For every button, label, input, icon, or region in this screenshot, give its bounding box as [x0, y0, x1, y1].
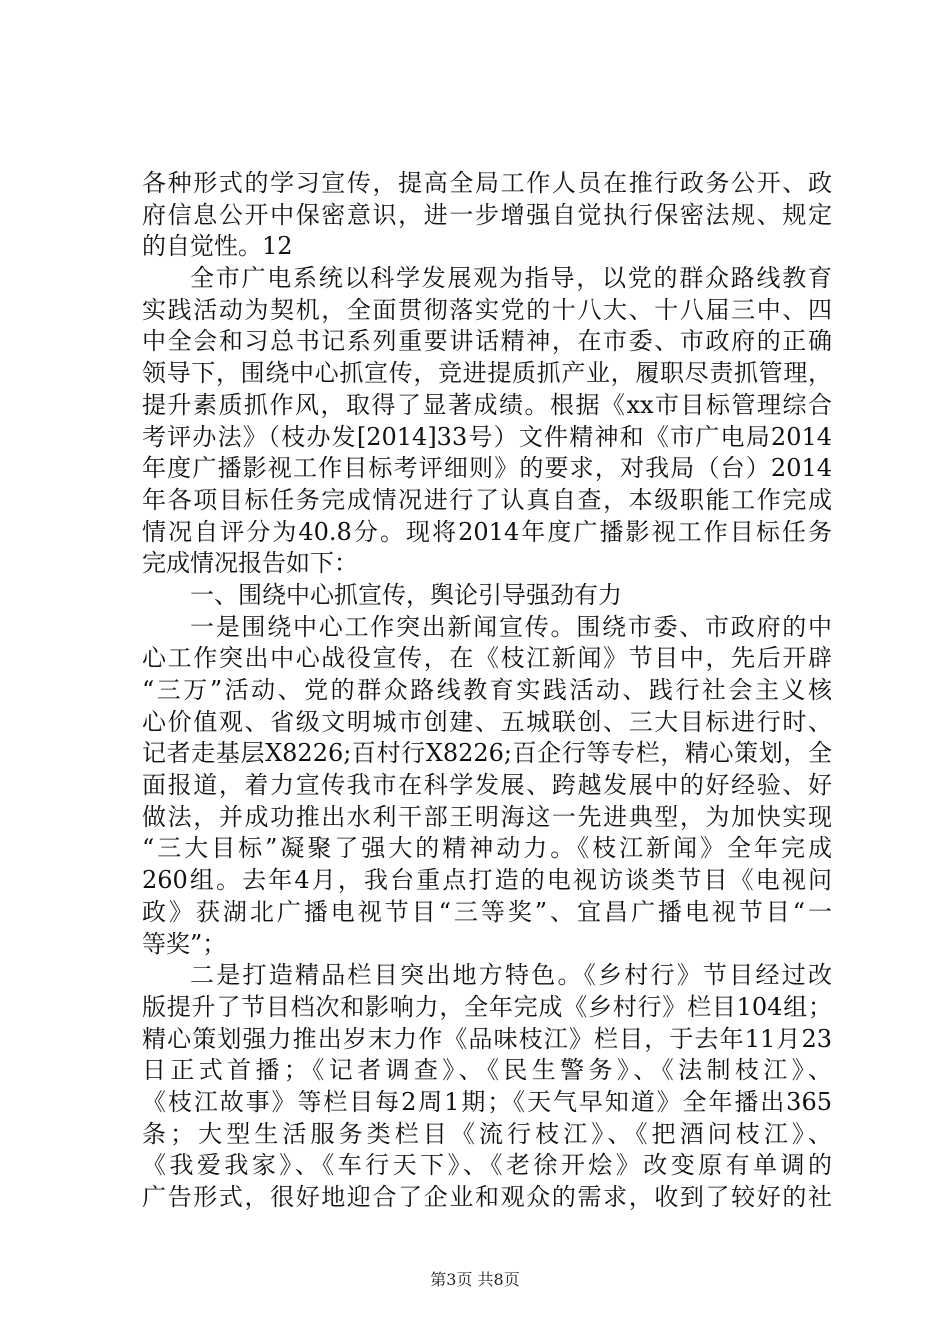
- text-line: 等奖”；: [142, 929, 227, 958]
- text-line: 情况自评分为40.8分。现将2014年度广播影视工作目标任务: [142, 517, 832, 546]
- text-line: 《我爱我家》、《车行天下》、《老徐开烩》改变原有单调的: [142, 1151, 832, 1180]
- text-line: 精心策划强力推出岁末力作《品味枝江》栏目，于去年11月23: [142, 1024, 832, 1053]
- text-line: 完成情况报告如下：: [142, 549, 358, 578]
- text-line: 条；大型生活服务类栏目《流行枝江》、《把酒问枝江》、: [142, 1119, 832, 1148]
- text-line: 广告形式，很好地迎合了企业和观众的需求，收到了较好的社: [142, 1183, 832, 1211]
- text-line: 心工作突出中心战役宣传，在《枝江新闻》节目中，先后开辟: [142, 644, 832, 673]
- text-line: 各种形式的学习宣传，提高全局工作人员在推行政务公开、政: [142, 169, 832, 197]
- text-line: 实践活动为契机，全面贯彻落实党的十八大、十八届三中、四: [142, 295, 832, 324]
- text-line: 面报道，着力宣传我市在科学发展、跨越发展中的好经验、好: [142, 771, 832, 800]
- text-line: 领导下，围绕中心抓宣传，竞进提质抓产业，履职尽责抓管理，: [142, 359, 832, 388]
- document-body: [142, 168, 832, 1214]
- text-line: 考评办法》（枝办发[2014]33号）文件精神和《市广电局2014: [142, 422, 832, 451]
- text-line: 提升素质抓作风，取得了显著成绩。根据《xx市目标管理综合: [142, 390, 832, 419]
- section-heading: 一、围绕中心抓宣传，舆论引导强劲有力: [190, 580, 622, 609]
- text-line: “三万”活动、党的群众路线教育实践活动、践行社会主义核: [142, 676, 832, 704]
- text-line: 的自觉性。12: [142, 232, 293, 261]
- text-line: 府信息公开中保密意识，进一步增强自觉执行保密法规、规定: [142, 200, 832, 229]
- text-line: 二是打造精品栏目突出地方特色。《乡村行》节目经过改: [190, 961, 832, 990]
- text-line: 日正式首播；《记者调查》、《民生警务》、《法制枝江》、: [142, 1056, 832, 1085]
- text-line: 记者走基层X8226;百村行X8226;百企行等专栏，精心策划，全: [142, 739, 832, 768]
- text-line: 年度广播影视工作目标考评细则》的要求，对我局（台）2014: [142, 454, 832, 483]
- text-line: 中全会和习总书记系列重要讲话精神，在市委、市政府的正确: [142, 327, 832, 356]
- text-line: 260组。去年4月，我台重点打造的电视访谈类节目《电视问: [142, 866, 832, 895]
- text-line: 版提升了节目档次和影响力，全年完成《乡村行》栏目104组；: [142, 992, 832, 1021]
- text-line: 政》获湖北广播电视节目“三等奖”、宜昌广播电视节目“一: [142, 897, 832, 926]
- text-line: “三大目标”凝聚了强大的精神动力。《枝江新闻》全年完成: [142, 834, 832, 863]
- text-line: 年各项目标任务完成情况进行了认真自查，本级职能工作完成: [142, 485, 832, 514]
- text-line: 心价值观、省级文明城市创建、五城联创、三大目标进行时、: [142, 707, 832, 736]
- text-line: 做法，并成功推出水利干部王明海这一先进典型，为加快实现: [142, 802, 832, 831]
- text-line: 全市广电系统以科学发展观为指导，以党的群众路线教育: [190, 264, 832, 293]
- text-line: 《枝江故事》等栏目每2周1期；《天气早知道》全年播出365: [142, 1087, 832, 1116]
- text-line: 一是围绕中心工作突出新闻宣传。围绕市委、市政府的中: [190, 612, 832, 641]
- page-footer: 第3页 共8页: [430, 1270, 520, 1289]
